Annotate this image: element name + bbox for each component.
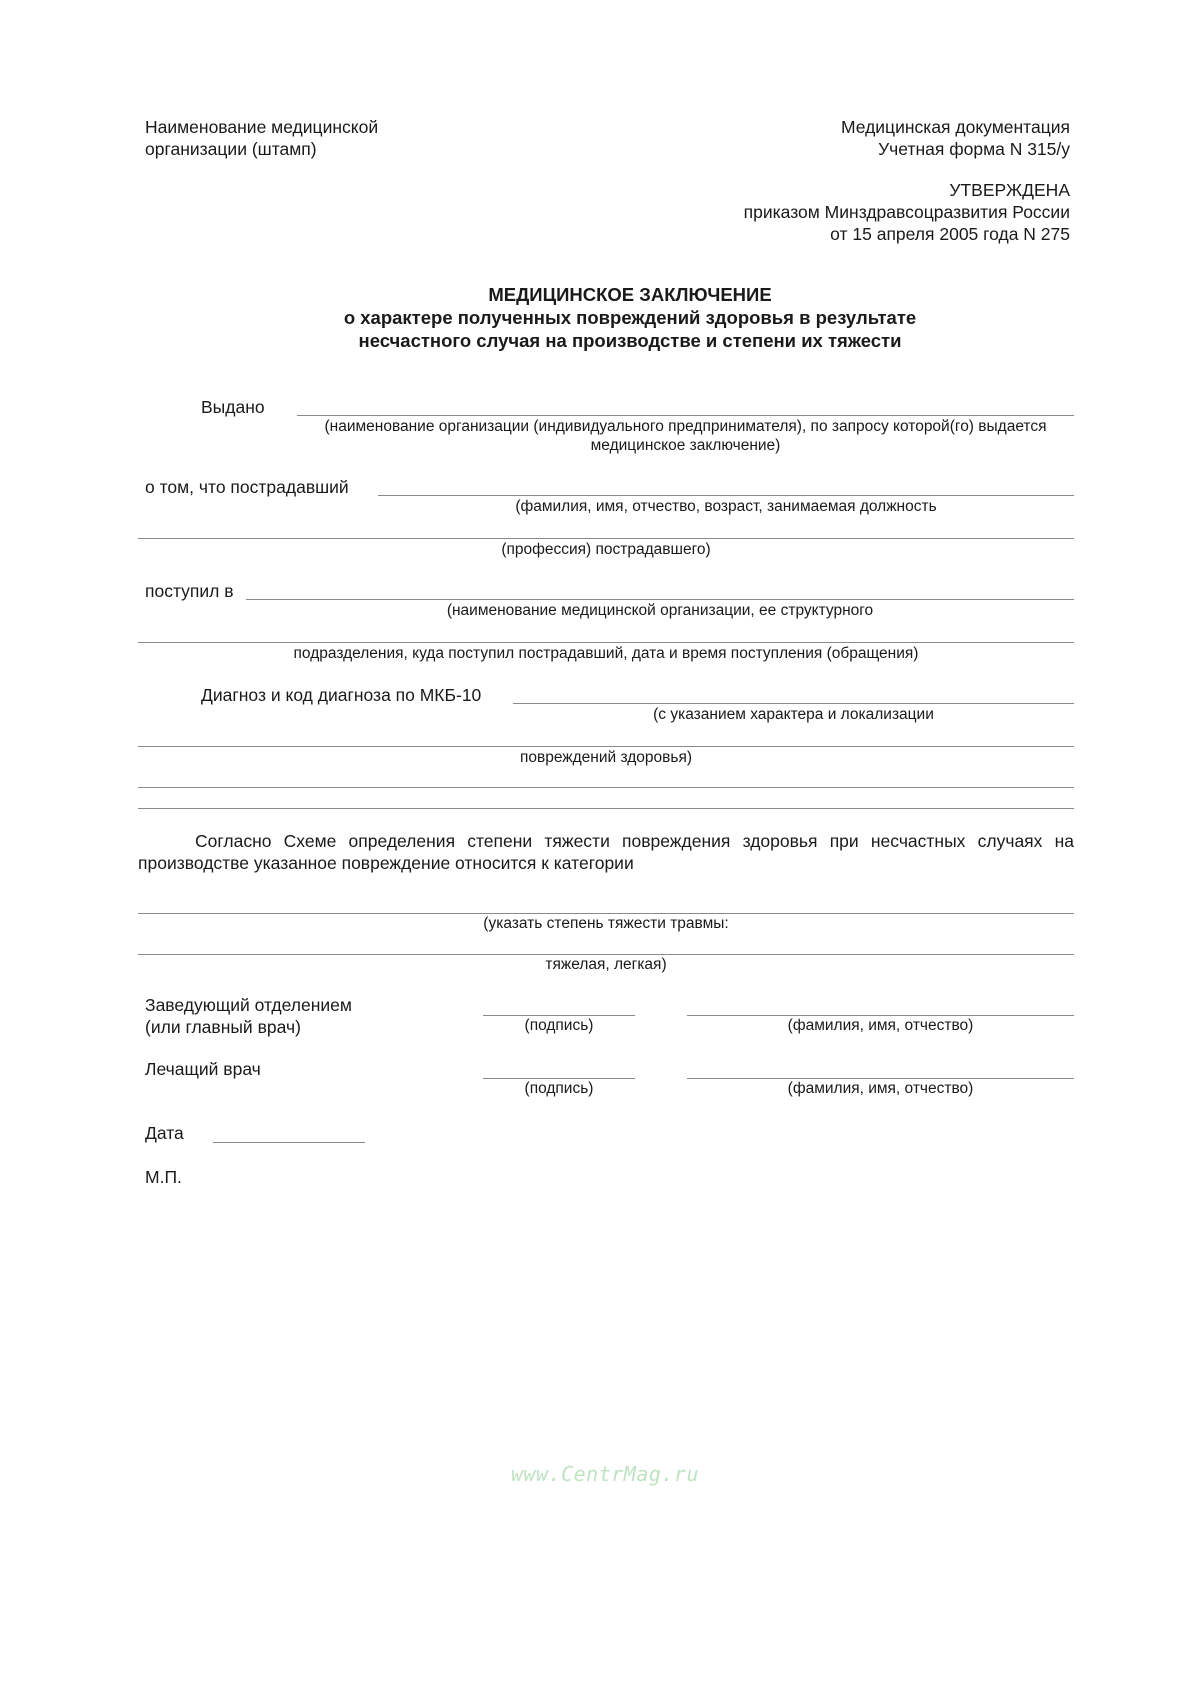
doctor-label: Лечащий врач: [145, 1059, 261, 1079]
issued-caption-line2: медицинское заключение): [590, 437, 781, 454]
org-stamp-line2: организации (штамп): [145, 139, 317, 159]
diagnosis-input-line3[interactable]: [138, 787, 1074, 788]
severity-paragraph-line2: производстве указанное повреждение относится к категории: [138, 853, 634, 873]
issued-label: Выдано: [201, 397, 265, 417]
victim-caption2: (профессия) пострадавшего): [501, 541, 711, 558]
admitted-input-line[interactable]: [246, 599, 1074, 600]
doc-type-line: Медицинская документация: [840, 117, 1070, 137]
head-name-caption: (фамилия, имя, отчество): [787, 1017, 974, 1034]
watermark: www.CentrMag.ru: [510, 1462, 700, 1486]
victim-caption1: (фамилия, имя, отчество, возраст, занимаемая должность: [515, 498, 937, 515]
victim-input-line[interactable]: [378, 495, 1074, 496]
form-number-line: Учетная форма N 315/у: [878, 139, 1070, 159]
document-title: [140, 283, 1120, 352]
org-stamp-block: [145, 116, 378, 160]
victim-input-line2[interactable]: [138, 538, 1074, 539]
diagnosis-input-line4[interactable]: [138, 808, 1074, 809]
head-signature-caption: (подпись): [524, 1017, 594, 1034]
victim-label: о том, что пострадавший: [145, 477, 349, 497]
diagnosis-input-line[interactable]: [513, 703, 1074, 704]
issued-caption-line1: (наименование организации (индивидуального предпринимателя), по запросу которой(го) выдается: [324, 418, 1047, 435]
admitted-caption2: подразделения, куда поступил пострадавший, дата и время поступления (обращения): [293, 645, 919, 662]
head-label: [145, 994, 352, 1038]
severity-caption1: (указать степень тяжести травмы:: [483, 915, 729, 932]
admitted-caption1: (наименование медицинской организации, ее структурного: [446, 602, 874, 619]
doctor-signature-caption: (подпись): [524, 1080, 594, 1097]
title-line1: МЕДИЦИНСКОЕ ЗАКЛЮЧЕНИЕ: [488, 284, 772, 305]
approved-heading: УТВЕРЖДЕНА: [949, 180, 1070, 200]
approved-date-line: от 15 апреля 2005 года N 275: [830, 224, 1070, 244]
issued-input-line[interactable]: [297, 415, 1074, 416]
title-line3: несчастного случая на производстве и степени их тяжести: [358, 330, 902, 351]
seal-label: М.П.: [145, 1167, 182, 1187]
date-label: Дата: [145, 1123, 184, 1143]
date-input-line[interactable]: [213, 1142, 365, 1143]
org-stamp-line1: Наименование медицинской: [145, 117, 379, 137]
approval-block: [640, 179, 1070, 245]
admitted-label: поступил в: [145, 581, 234, 601]
approved-order-line: приказом Минздравсоцразвития России: [743, 202, 1070, 222]
diagnosis-caption2: повреждений здоровья): [519, 749, 693, 766]
doctor-name-caption: (фамилия, имя, отчество): [787, 1080, 974, 1097]
admitted-input-line2[interactable]: [138, 642, 1074, 643]
title-line2: о характере полученных повреждений здоровья в результате: [343, 307, 917, 328]
severity-caption2: тяжелая, легкая): [545, 956, 667, 973]
form-number-block: [640, 116, 1070, 160]
diagnosis-caption1: (с указанием характера и локализации: [653, 706, 934, 723]
severity-paragraph-line1: Согласно Схеме определения степени тяжести повреждения здоровья при несчастных случаях на: [195, 831, 1074, 851]
head-label-line1: Заведующий отделением: [145, 995, 352, 1015]
diagnosis-label: Диагноз и код диагноза по МКБ-10: [201, 685, 482, 705]
head-label-line2: (или главный врач): [145, 1017, 301, 1037]
diagnosis-input-line2[interactable]: [138, 746, 1074, 747]
issued-caption: [297, 417, 1074, 455]
